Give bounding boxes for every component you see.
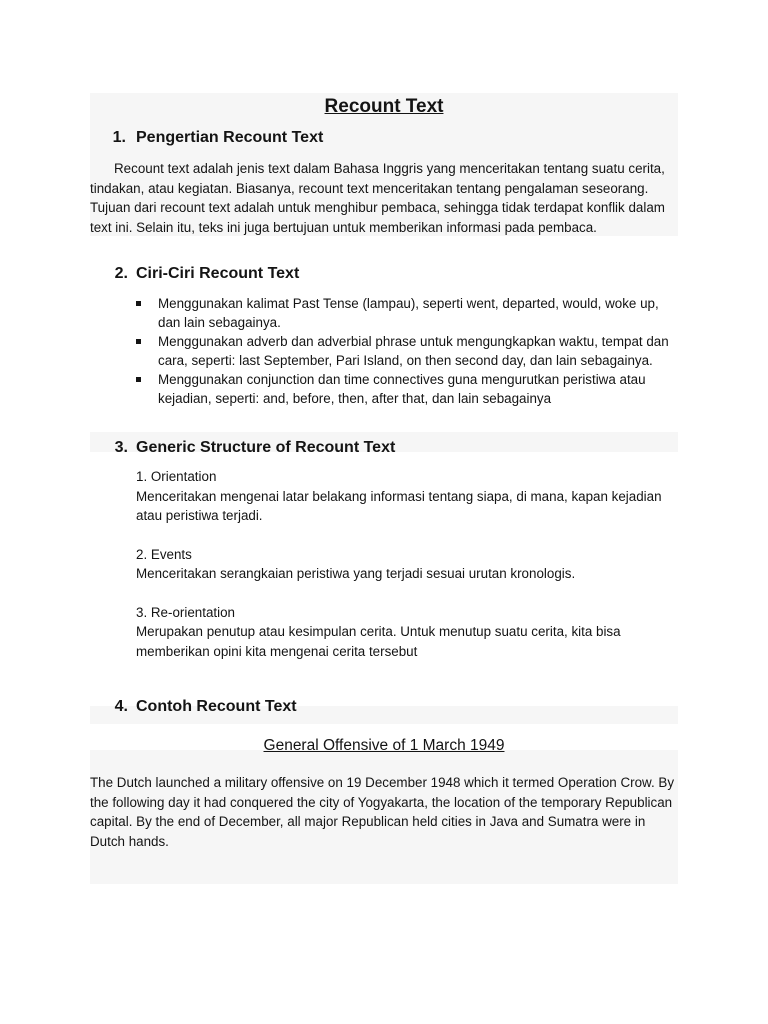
section-title: Pengertian Recount Text [136, 129, 324, 146]
example-title: General Offensive of 1 March 1949 [263, 737, 505, 754]
section-contoh [90, 696, 678, 851]
structure-item-reorientation [90, 603, 678, 662]
section-title: Contoh Recount Text [136, 698, 297, 715]
section-number: 2. [114, 265, 128, 282]
section-generic-structure [90, 437, 678, 661]
section-number: 1. [112, 129, 126, 146]
section-ciri-ciri [90, 263, 678, 408]
structure-item-label: 2. Events [136, 546, 192, 562]
section-pengertian [90, 127, 678, 237]
section-number: 4. [114, 698, 128, 715]
list-item [90, 332, 678, 370]
structure-item-text: Merupakan penutup atau kesimpulan cerita. Untuk menutup suatu cerita, kita bisa memberikan opini kita mengenai cerita tersebut [136, 624, 621, 659]
list-item [90, 294, 678, 332]
bullet-list [90, 294, 678, 408]
section-heading [90, 263, 678, 285]
structure-item-label: 1. Orientation [136, 469, 217, 484]
structure-item-label: 3. Re-orientation [136, 604, 235, 620]
document-page [90, 93, 678, 851]
section-title: Ciri-Ciri Recount Text [136, 265, 300, 282]
structure-item-events [90, 545, 678, 584]
structure-item-text: Menceritakan mengenai latar belakang informasi tentang siapa, di mana, kapan kejadian atau peristiwa terjadi. [136, 488, 662, 523]
section-number: 3. [114, 439, 128, 456]
bullet-icon [136, 301, 141, 306]
document-title: Recount Text [324, 96, 444, 117]
section-title: Generic Structure of Recount Text [136, 439, 396, 456]
list-item-text: Menggunakan adverb dan adverbial phrase untuk mengungkapkan waktu, tempat dan cara, seperti: last September, Pari Island, on then second day, dan lain sebagainya. [158, 334, 669, 368]
list-item-text: Menggunakan kalimat Past Tense (lampau), seperti went, departed, would, woke up, dan lain sebagainya. [158, 296, 659, 330]
structure-item-text: Menceritakan serangkaian peristiwa yang terjadi sesuai urutan kronologis. [136, 566, 576, 581]
structure-item-orientation [90, 467, 678, 526]
example-paragraph: The Dutch launched a military offensive on 19 December 1948 which it termed Operation Crow. By the following day it had conquered the city of Yogyakarta, the location of the temporary Republican capital. By the end of December, all major Republican held cities in Java and Sumatra were in Dutch hands. [90, 775, 675, 849]
section-paragraph: Recount text adalah jenis text dalam Bahasa Inggris yang menceritakan tentang suatu cerita, tindakan, atau kegiatan. Biasanya, recount text menceritakan tentang pengalaman seseorang. Tujuan dari recount text adalah untuk menghibur pembaca, sehingga tidak terdapat konflik dalam text ini. Selain itu, teks ini juga bertujuan untuk memberikan informasi pada pembaca. [90, 161, 665, 235]
list-item [90, 370, 678, 408]
section-heading [90, 437, 678, 459]
bullet-icon [136, 377, 141, 382]
section-heading [90, 127, 678, 149]
bullet-icon [136, 339, 141, 344]
list-item-text: Menggunakan conjunction dan time connectives guna mengurutkan peristiwa atau kejadian, seperti: and, before, then, after that, dan lain sebagainya [158, 372, 646, 406]
section-heading [90, 696, 678, 718]
